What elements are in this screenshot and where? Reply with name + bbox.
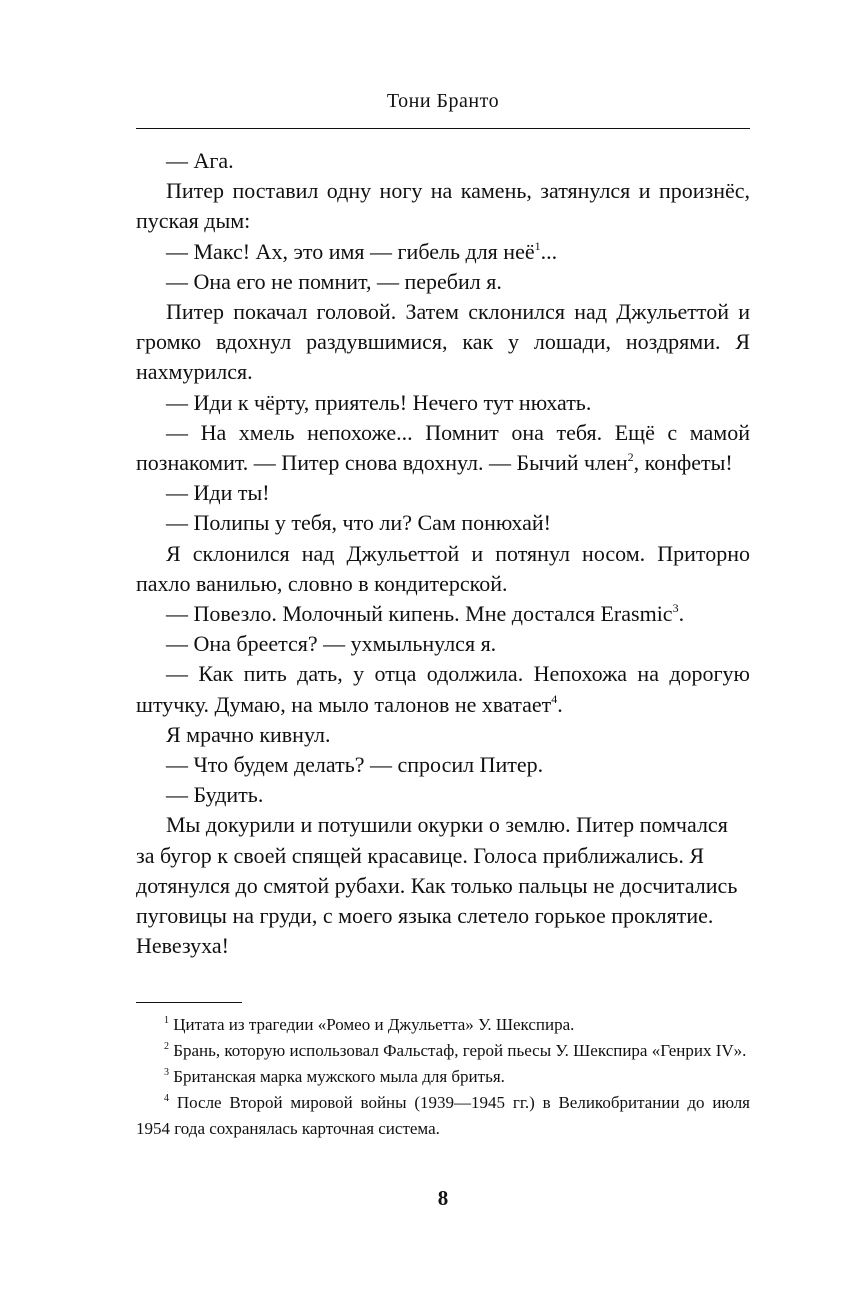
paragraph-text: . xyxy=(557,691,563,717)
footnote-rule xyxy=(136,1002,242,1003)
footnote-number: 2 xyxy=(164,1041,169,1052)
paragraph: — Она его не помнит, — перебил я. xyxy=(166,268,502,294)
paragraph: — Иди ты! xyxy=(166,480,270,506)
paragraph: — Ага. xyxy=(166,148,234,173)
paragraph: Я склонился над Джульеттой и потянул носом. Приторно пахло ванилью, словно в кондитерской. xyxy=(136,540,750,596)
paragraph: — Полипы у тебя, что ли? Сам понюхай! xyxy=(166,510,552,536)
footnote-text: Цитата из трагедии «Ромео и Джульетта» У. Шекспира. xyxy=(173,1015,575,1034)
paragraph-text: — Как пить дать, у отца одолжила. Непохожа на дорогую штучку. Думаю, на мыло талонов не хватает xyxy=(136,661,750,717)
page-number: 8 xyxy=(437,1186,449,1210)
paragraph xyxy=(136,418,750,478)
paragraph: Мы докурили и потушили окурки о землю. Питер помчался за бугор к своей спящей красавице. Голоса приближались. Я дотянулся до смятой рубахи. Как только пальцы не досчитались пуговицы на груди, с моего языка слетело горькое проклятие. Невезуха! xyxy=(136,812,738,959)
paragraph: Питер поставил одну ногу на камень, затянулся и произнёс, пуская дым: xyxy=(136,178,750,234)
footnote xyxy=(136,1012,750,1038)
header-rule xyxy=(136,128,750,129)
footnote-number: 3 xyxy=(164,1067,169,1078)
footnote-text: Брань, которую использовал Фальстаф, герой пьесы У. Шекспира «Генрих IV». xyxy=(173,1041,747,1060)
paragraph xyxy=(136,659,750,719)
paragraph xyxy=(136,599,750,629)
footnote xyxy=(136,1090,750,1142)
footnote-text: Британская марка мужского мыла для бритья. xyxy=(173,1067,505,1086)
running-head-title: Тони Бранто xyxy=(386,90,500,112)
footnote-number: 1 xyxy=(164,1015,169,1026)
paragraph: — Что будем делать? — спросил Питер. xyxy=(166,752,544,778)
paragraph-text: — Повезло. Молочный кипень. Мне достался Erasmic xyxy=(166,601,673,627)
paragraph-text: , конфеты! xyxy=(633,450,733,476)
body-text xyxy=(136,146,750,961)
paragraph-text: — На хмель непохоже... Помнит она тебя. Ещё с мамой познакомит. — Питер снова вдохнул. — Бычий член xyxy=(136,419,750,476)
footnote-ref: 3 xyxy=(672,601,679,616)
footnote-number: 4 xyxy=(164,1093,169,1104)
paragraph-text: . xyxy=(678,601,685,627)
paragraph: — Иди к чёрту, приятель! Нечего тут нюхать. xyxy=(166,389,592,415)
paragraph: — Будить. xyxy=(166,782,264,808)
footnote xyxy=(136,1064,750,1090)
paragraph: Питер покачал головой. Затем склонился над Джульеттой и громко вдохнул раздувшимися, как у лошади, ноздрями. Я нахмурился. xyxy=(136,299,750,385)
footnote xyxy=(136,1038,750,1064)
paragraph-text: ... xyxy=(540,238,558,264)
paragraph-text: — Макс! Ах, это имя — гибель для неё xyxy=(166,238,535,264)
footnote-text: После Второй мировой войны (1939—1945 гг.) в Великобритании до июля 1954 года сохранялась карточная система. xyxy=(136,1093,750,1138)
footnote-ref: 1 xyxy=(534,238,541,253)
footnotes xyxy=(136,1012,750,1142)
footnote-ref: 2 xyxy=(627,450,634,465)
footnote-ref: 4 xyxy=(551,691,558,706)
paragraph: Я мрачно кивнул. xyxy=(166,721,331,747)
paragraph: — Она бреется? — ухмыльнулся я. xyxy=(166,631,497,657)
paragraph xyxy=(136,237,750,267)
